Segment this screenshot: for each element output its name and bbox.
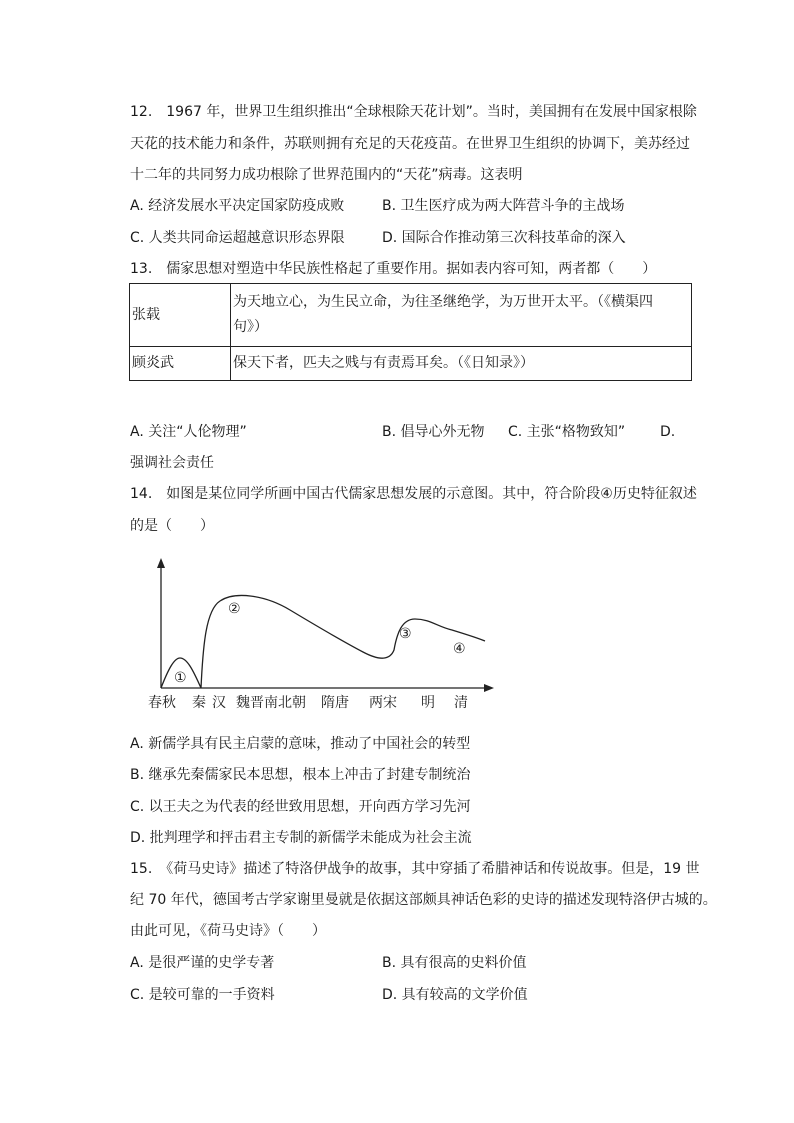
q15-option-a: A. 是很严谨的史学专著 — [130, 955, 275, 971]
q13-quote-table — [129, 283, 692, 381]
q12-stem-line-2: 天花的技术能力和条件，苏联则拥有充足的天花疫苗。在世界卫生组织的协调下，美苏经过 — [130, 136, 690, 152]
table-cell-name: 张载 — [130, 284, 231, 347]
q15-option-d: D. 具有较高的文学价值 — [382, 987, 528, 1003]
q14-option-b: B. 继承先秦儒家民本思想，根本上冲击了封建专制统治 — [130, 767, 471, 783]
q13-option-d: D. — [660, 424, 676, 440]
q14-option-a: A. 新儒学具有民主启蒙的意味，推动了中国社会的转型 — [130, 736, 471, 752]
table-cell-quote: 保天下者，匹夫之贱与有责焉耳矣。（《日知录》） — [231, 347, 692, 381]
quote-line: 为天地立心，为生民立命，为往圣继绝学，为万世开太平。（《横渠四 — [233, 294, 653, 310]
table-row — [130, 347, 692, 381]
q13-option-b: B. 倡导心外无物 — [382, 424, 485, 440]
q12-option-b: B. 卫生医疗成为两大阵营斗争的主战场 — [382, 198, 625, 214]
table-cell-quote — [231, 284, 692, 347]
q12-stem-line-3: 十二年的共同努力成功根除了世界范围内的“天花”病毒。这表明 — [130, 167, 523, 183]
table-cell-name: 顾炎武 — [130, 347, 231, 381]
axis-label: 魏晋南北朝 — [236, 695, 306, 711]
axis-label: 秦 — [192, 695, 206, 711]
confucianism-development-diagram — [140, 555, 500, 717]
q15-stem-line-3: 由此可见，《荷马史诗》（ ） — [130, 923, 326, 939]
q15-option-c: C. 是较可靠的一手资料 — [130, 987, 275, 1003]
q15-stem-line-2: 纪 70 年代，德国考古学家谢里曼就是依据这部颇具神话色彩的史诗的描述发现特洛伊古城的。 — [130, 892, 717, 908]
table-row — [130, 284, 692, 347]
q14-stem-line-2: 的是（ ） — [130, 518, 214, 534]
q12-option-c: C. 人类共同命运超越意识形态界限 — [130, 230, 345, 246]
axis-label: 明 — [421, 695, 435, 711]
quote-line: 句》） — [233, 319, 268, 335]
q14-option-c: C. 以王夫之为代表的经世致用思想，开向西方学习先河 — [130, 799, 471, 815]
stage-marker-3: ③ — [399, 626, 412, 642]
stage-marker-4: ④ — [453, 641, 466, 657]
q14-option-d: D. 批判理学和抨击君主专制的新儒学未能成为社会主流 — [130, 830, 472, 846]
q12-option-a: A. 经济发展水平决定国家防疫成败 — [130, 198, 345, 214]
stage-marker-1: ① — [174, 670, 187, 686]
axis-label: 春秋 — [148, 695, 176, 711]
axis-label: 清 — [454, 695, 468, 711]
development-curve — [161, 595, 485, 688]
stage-marker-2: ② — [228, 601, 241, 617]
axis-label: 汉 — [212, 695, 226, 711]
x-axis-arrow-icon — [484, 684, 494, 692]
axis-label: 两宋 — [369, 695, 397, 711]
q15-stem-line-1: 15. 《荷马史诗》描述了特洛伊战争的故事，其中穿插了希腊神话和传说故事。但是，19 世 — [130, 861, 700, 877]
q13-stem: 13. 儒家思想对塑造中华民族性格起了重要作用。据如表内容可知，两者都（ ） — [130, 261, 657, 277]
q12-option-d: D. 国际合作推动第三次科技革命的深入 — [382, 230, 626, 246]
q13-option-d-text: 强调社会责任 — [130, 455, 214, 471]
y-axis-arrow-icon — [157, 558, 165, 568]
q13-option-a: A. 关注“人伦物理” — [130, 424, 247, 440]
q15-option-b: B. 具有很高的史料价值 — [382, 955, 527, 971]
axis-label: 隋唐 — [321, 695, 349, 711]
q12-stem-line-1: 12. 1967 年，世界卫生组织推出“全球根除天花计划”。当时，美国拥有在发展中国家根除 — [130, 104, 697, 120]
q13-option-c: C. 主张“格物致知” — [508, 424, 626, 440]
q14-stem-line-1: 14. 如图是某位同学所画中国古代儒家思想发展的示意图。其中，符合阶段④历史特征叙述 — [130, 486, 697, 502]
